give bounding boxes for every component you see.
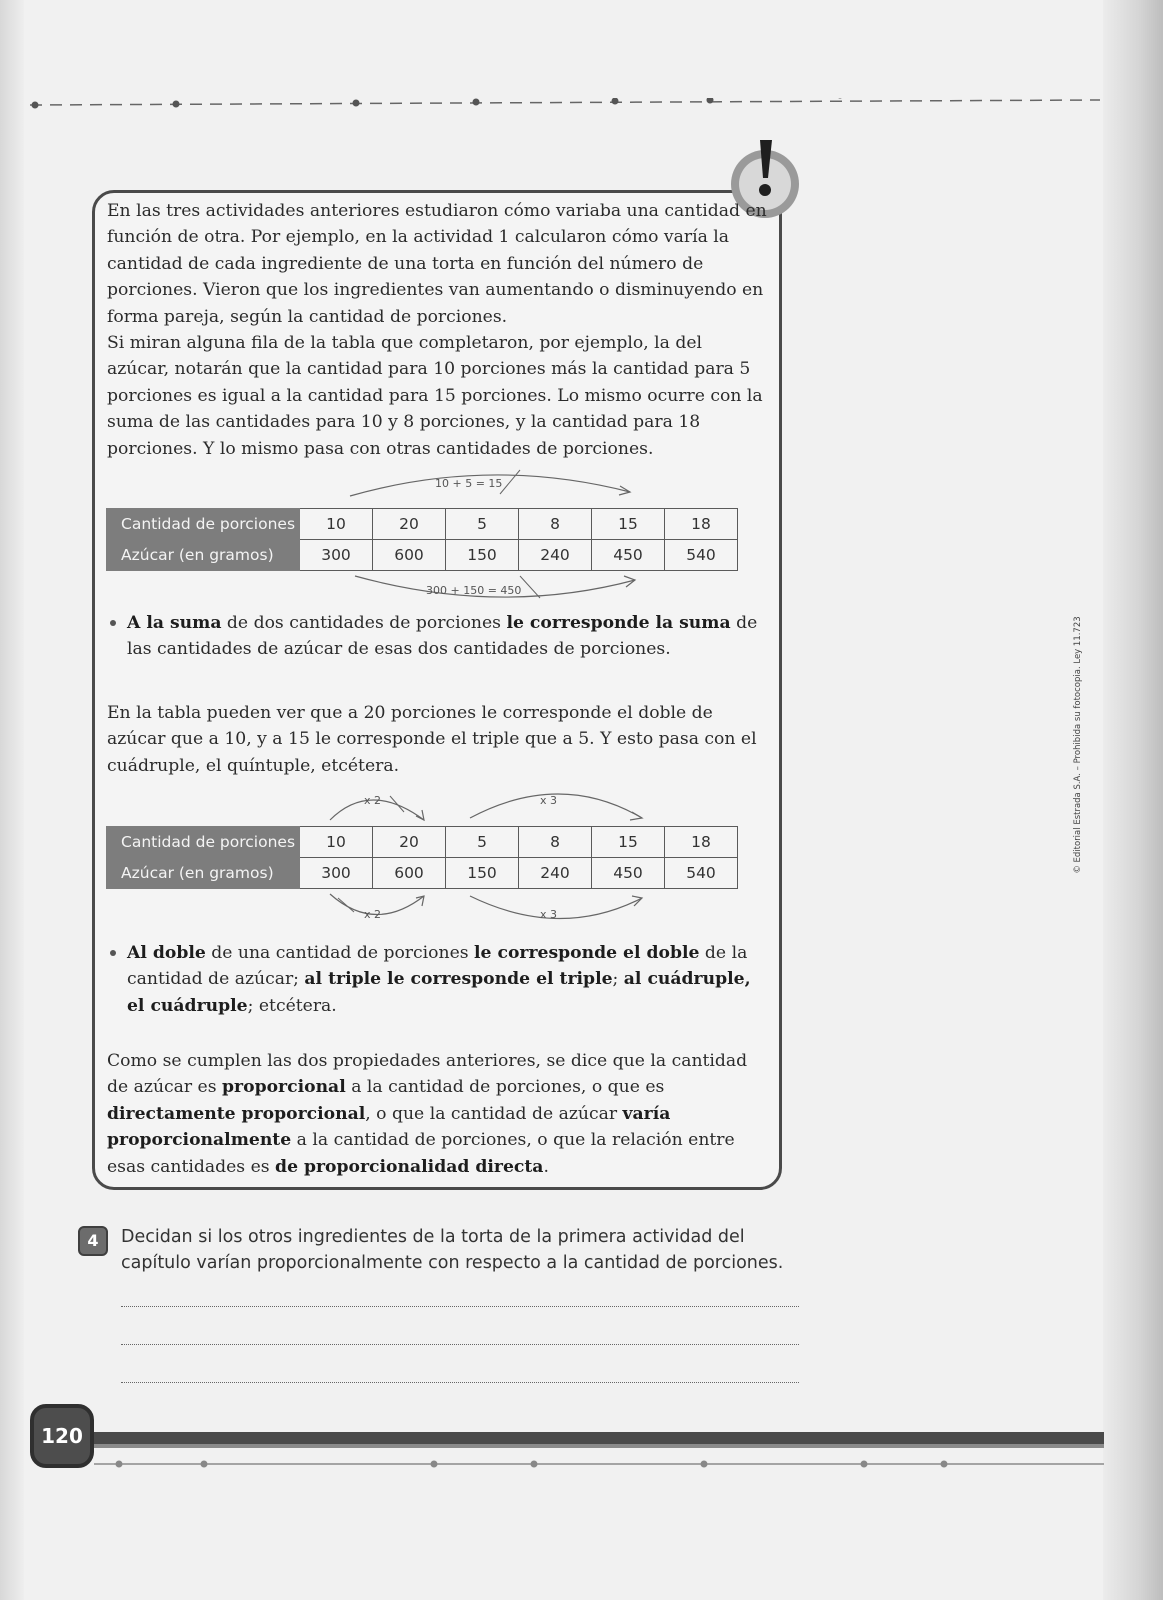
decor-dot bbox=[612, 98, 619, 105]
sum-arrow-bottom-label: 300 + 150 = 450 bbox=[426, 584, 522, 597]
answer-line-1[interactable] bbox=[121, 1306, 799, 1307]
table-cell: 600 bbox=[373, 540, 446, 571]
decor-dot bbox=[707, 98, 714, 104]
proportion-table-2 bbox=[106, 826, 738, 889]
activity-prompt: Decidan si los otros ingredientes de la torta de la primera actividad del capítulo varían proporcionalmente con respecto a la cantidad de porciones. bbox=[121, 1227, 784, 1273]
table-cell: 10 bbox=[300, 509, 373, 540]
top-decorative-line bbox=[30, 98, 1100, 112]
table-cell: 600 bbox=[373, 858, 446, 889]
table-cell: 8 bbox=[519, 827, 592, 858]
decor-dot bbox=[837, 98, 844, 99]
conclusion-paragraph: Como se cumplen las dos propiedades anteriores, se dice que la cantidad de azúcar es proporcional a la cantidad de porciones, o que es directamente proporcional, o que la cantidad de azúcar varía proporcionalmente a la cantidad de porciones, o que la relación entre esas cantidades es de proporcionalidad directa. bbox=[107, 1051, 748, 1177]
multiply-arrows-bottom bbox=[320, 890, 650, 926]
table-cell: 18 bbox=[665, 509, 738, 540]
table-cell: 240 bbox=[519, 858, 592, 889]
row-label-sugar: Azúcar (en gramos) bbox=[107, 858, 300, 889]
activity-number-badge: 4 bbox=[78, 1226, 108, 1256]
intro-paragraph: En las tres actividades anteriores estudiaron cómo variaba una cantidad en función de otra. Por ejemplo, en la actividad 1 calcularon cómo varía la cantidad de cada ingrediente de una torta en función del número de porciones. Vieron que los ingredientes van aumentando o disminuyendo en forma pareja, según la cantidad de porciones. bbox=[107, 201, 767, 327]
table-cell: 5 bbox=[446, 509, 519, 540]
table-cell: 18 bbox=[665, 827, 738, 858]
copyright-notice: © Editorial Estrada S.A. – Prohibida su fotocopia. Ley 11.723 bbox=[1073, 616, 1083, 874]
table-cell: 450 bbox=[592, 540, 665, 571]
table-cell: 5 bbox=[446, 827, 519, 858]
table-cell: 15 bbox=[592, 827, 665, 858]
table-cell: 8 bbox=[519, 509, 592, 540]
row-label-portions: Cantidad de porciones bbox=[107, 827, 300, 858]
bullet-dot bbox=[110, 950, 116, 956]
table-cell: 10 bbox=[300, 827, 373, 858]
answer-line-2[interactable] bbox=[121, 1344, 799, 1345]
decor-dot bbox=[173, 101, 180, 108]
table-cell: 540 bbox=[665, 540, 738, 571]
table-row bbox=[107, 858, 738, 889]
sum-arrow-top-label: 10 + 5 = 15 bbox=[435, 477, 503, 490]
multiply-top-right-label: x 3 bbox=[540, 794, 558, 807]
decor-dot bbox=[32, 102, 39, 109]
intro-paragraph-2: Si miran alguna fila de la tabla que completaron, por ejemplo, la del azúcar, notarán que la cantidad para 10 porciones más la cantidad para 5 porciones es igual a la cantidad para 15 porciones. Lo mismo ocurre con la suma de las cantidades para 10 y 8 porciones, y la cantidad para 18 porciones. Y lo mismo pasa con otras cantidades de porciones. bbox=[107, 333, 763, 459]
sum-property-statement: A la suma de dos cantidades de porciones le corresponde la suma de las cantidades de azúcar de esas dos cantidades de porciones. bbox=[127, 613, 758, 660]
table-cell: 15 bbox=[592, 509, 665, 540]
table-cell: 300 bbox=[300, 540, 373, 571]
page-edge-shadow-left bbox=[0, 0, 24, 1600]
sum-arrow-bottom bbox=[350, 572, 650, 606]
answer-line-3[interactable] bbox=[121, 1382, 799, 1383]
table-row bbox=[107, 509, 738, 540]
table-cell: 150 bbox=[446, 540, 519, 571]
table-cell: 20 bbox=[373, 509, 446, 540]
table-cell: 450 bbox=[592, 858, 665, 889]
table-cell: 20 bbox=[373, 827, 446, 858]
table-cell: 300 bbox=[300, 858, 373, 889]
middle-paragraph: En la tabla pueden ver que a 20 porciones le corresponde el doble de azúcar que a 10, y a 15 le corresponde el triple que a 5. Y esto pasa con el cuádruple, el quíntuple, etcétera. bbox=[107, 703, 757, 776]
decor-dot bbox=[473, 99, 480, 106]
page-number: 120 bbox=[30, 1404, 94, 1468]
double-property-statement: Al doble de una cantidad de porciones le corresponde el doble de la cantidad de azúcar; al triple le corresponde el triple; al cuádruple, el cuádruple; etcétera. bbox=[127, 943, 751, 1016]
page-edge-shadow-right bbox=[1103, 0, 1163, 1600]
sum-arrow-top bbox=[340, 466, 640, 500]
decor-dot bbox=[353, 100, 360, 107]
multiply-arrows-top bbox=[320, 790, 650, 826]
proportion-table-1 bbox=[106, 508, 738, 571]
table-row bbox=[107, 827, 738, 858]
bullet-dot bbox=[110, 620, 116, 626]
table-cell: 540 bbox=[665, 858, 738, 889]
table-cell: 150 bbox=[446, 858, 519, 889]
table-row bbox=[107, 540, 738, 571]
bottom-decorative-band bbox=[24, 1428, 1104, 1484]
table-cell: 240 bbox=[519, 540, 592, 571]
multiply-bottom-left-label: x 2 bbox=[364, 908, 382, 921]
multiply-top-left-label: x 2 bbox=[364, 794, 382, 807]
multiply-bottom-right-label: x 3 bbox=[540, 908, 558, 921]
row-label-portions: Cantidad de porciones bbox=[107, 509, 300, 540]
row-label-sugar: Azúcar (en gramos) bbox=[107, 540, 300, 571]
